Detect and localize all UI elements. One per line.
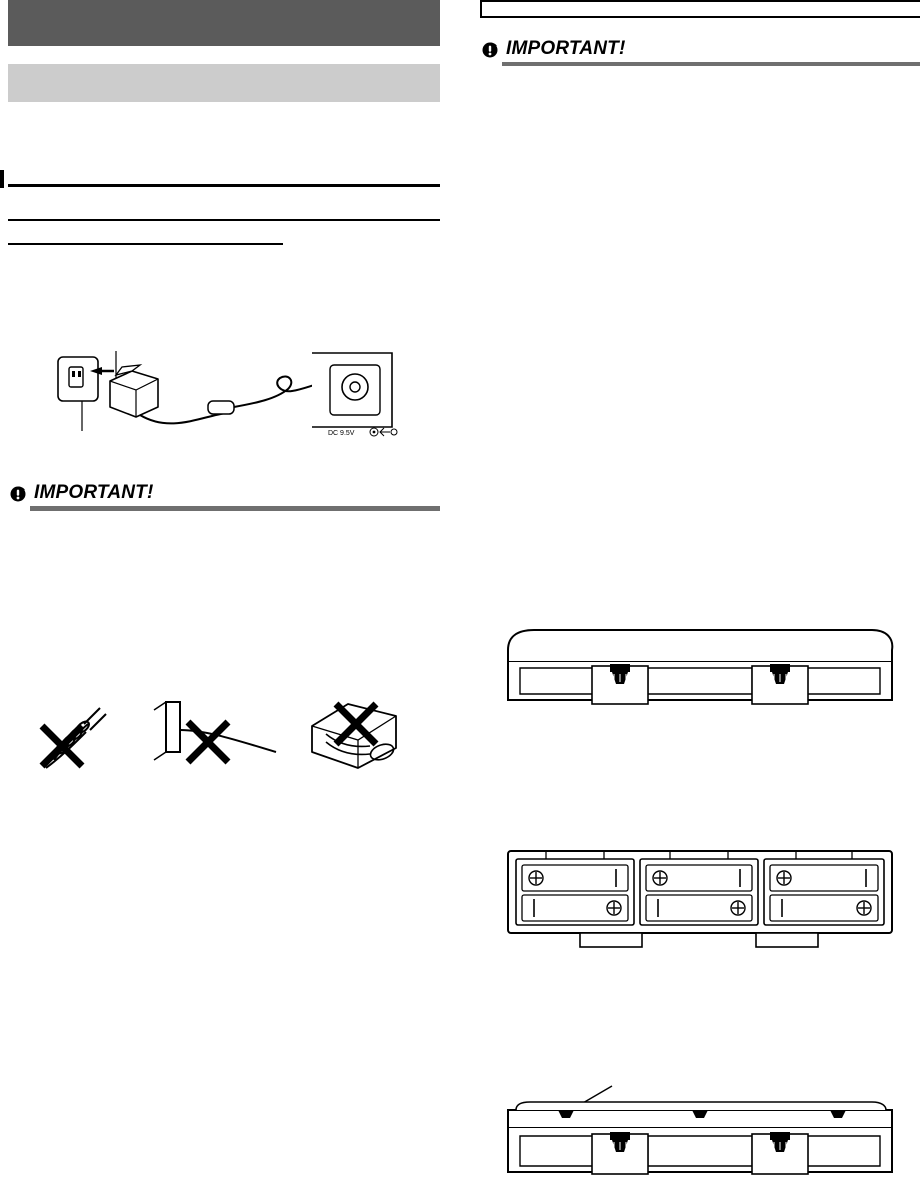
- important-label-left: IMPORTANT!: [34, 482, 154, 503]
- heading-rule: [8, 184, 440, 187]
- important-heading-right: [480, 38, 626, 60]
- exclamation-important-icon: [480, 39, 500, 59]
- dc-jack-label: DC 9.5V: [328, 430, 355, 437]
- battery-polarity-diagram: [500, 845, 900, 955]
- right-top-rule-cap: [480, 2, 482, 16]
- subheading-rule-1: [8, 219, 440, 221]
- important-underline-right: [502, 62, 920, 66]
- cord-coiled-prohibited: [42, 708, 106, 768]
- battery-cover-close-diagram: [500, 1080, 900, 1190]
- important-underline-left: [30, 506, 440, 511]
- cord-bent-at-wall-prohibited: [154, 702, 276, 762]
- left-column: [0, 0, 440, 1197]
- section-banner: [8, 64, 440, 102]
- ac-adaptor-connection-diagram: [40, 345, 400, 455]
- important-heading-left: [8, 482, 154, 504]
- exclamation-important-icon: [8, 483, 28, 503]
- cord-wrapped-around-adaptor-prohibited: [312, 704, 396, 768]
- right-column: [480, 0, 920, 1197]
- important-label-right: IMPORTANT!: [506, 38, 626, 59]
- subheading-rule-2: [8, 243, 283, 245]
- battery-cover-open-diagram: [500, 622, 900, 722]
- cord-handling-prohibited-diagram: [26, 690, 416, 780]
- right-top-rule: [480, 0, 920, 2]
- right-top-rule-2: [480, 16, 920, 18]
- chapter-banner: [8, 0, 440, 46]
- heading-tick: [0, 170, 4, 188]
